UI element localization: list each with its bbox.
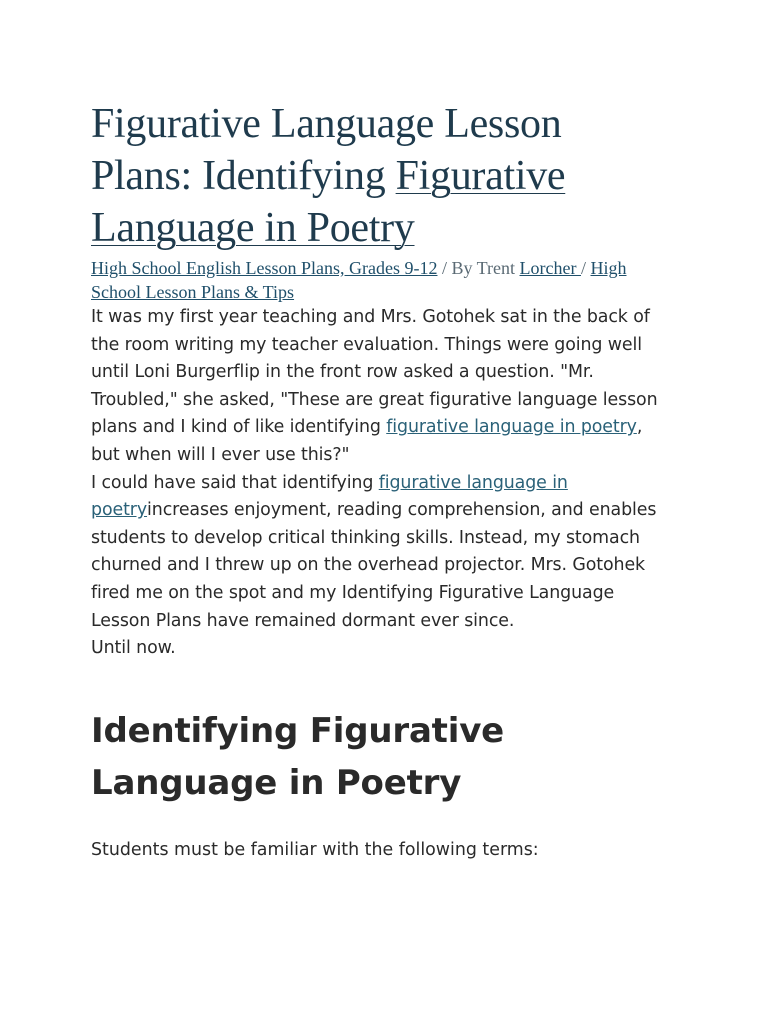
meta-separator: /: [580, 258, 591, 278]
paragraph-1: [91, 304, 671, 470]
section-intro: Students must be familiar with the following terms:: [91, 839, 539, 860]
document-page: [91, 98, 671, 864]
section-heading: Identifying Figurative Language in Poetry: [91, 710, 505, 803]
category-link[interactable]: High School English Lesson Plans, Grades 9-12: [91, 258, 438, 278]
tips-link[interactable]: High School Lesson Plans & Tips: [91, 258, 627, 302]
title-text: Figurative Language Lesson Plans: Identifying: [91, 101, 562, 199]
figurative-language-link-2[interactable]: figurative language in poetry: [91, 472, 568, 521]
figurative-language-link-1[interactable]: figurative language in poetry: [386, 417, 637, 438]
page-title: [91, 98, 671, 254]
paragraph-1-text-b: , but when will I ever use this?": [91, 417, 643, 465]
article-meta: [91, 256, 671, 304]
author-link[interactable]: Lorcher: [519, 258, 581, 278]
paragraph-2: [91, 470, 671, 636]
paragraph-3: Until now.: [91, 638, 176, 659]
title-link[interactable]: Figurative Language in Poetry: [91, 153, 566, 251]
paragraph-2-text-b: increases enjoyment, reading comprehension, and enables students to develop critical thinking skills. Instead, my stomach churned and I threw up on the overhead projector. Mrs. Gotohek fired me on the spot and my Identifying Figurative Language Lesson Plans have remained dormant ever since.: [91, 500, 657, 631]
paragraph-1-text-a: It was my first year teaching and Mrs. Gotohek sat in the back of the room writing my teacher evaluation. Things were going well until Loni Burgerflip in the front row asked a question. "Mr. Troubled," she asked, "These are great figurative language lesson plans and I kind of like identifying: [91, 307, 658, 438]
paragraph-2-text-a: I could have said that identifying: [91, 472, 379, 493]
byline-text: / By Trent: [437, 258, 520, 278]
